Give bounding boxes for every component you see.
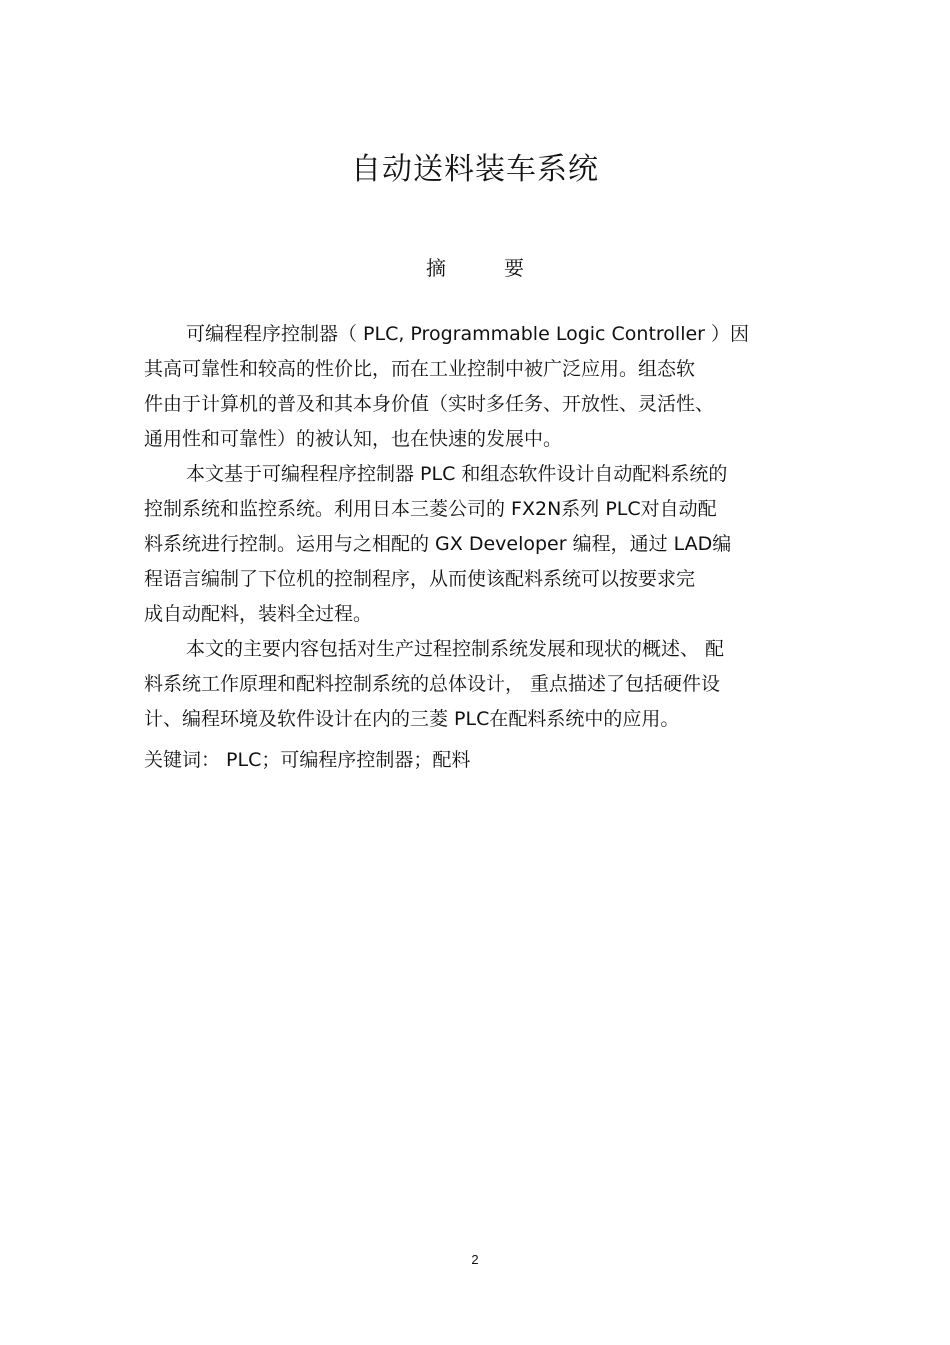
paragraph-2-line-5: 成自动配料，装料全过程。 [144, 603, 373, 625]
paragraph-3-line-1: 本文的主要内容包括对生产过程控制系统发展和现状的概述、 配 [186, 638, 725, 660]
paragraph-2-line-2: 控制系统和监控系统。利用日本三菱公司的 FX2N系列 PLC对自动配 [144, 498, 717, 520]
abstract-heading-char-1: 摘 [426, 256, 446, 280]
paragraph-3-line-3: 计、编程环境及软件设计在内的三菱 PLC在配料系统中的应用。 [144, 708, 680, 730]
paragraph-1-line-2: 其高可靠性和较高的性价比，而在工业控制中被广泛应用。组态软 [144, 358, 696, 380]
paragraph-2-line-4: 程语言编制了下位机的控制程序，从而使该配料系统可以按要求完 [144, 568, 696, 590]
keywords-line: 关键词： PLC；可编程序控制器；配料 [144, 749, 471, 771]
paragraph-2-line-3: 料系统进行控制。运用与之相配的 GX Developer 编程，通过 LAD编 [144, 533, 732, 555]
abstract-heading [0, 254, 950, 282]
paragraph-3-line-2: 料系统工作原理和配料控制系统的总体设计， 重点描述了包括硬件设 [144, 673, 721, 695]
paragraph-1-line-1: 可编程程序控制器（ PLC, Programmable Logic Controller ）因 [186, 323, 750, 345]
paragraph-1-line-3: 件由于计算机的普及和其本身价值（实时多任务、开放性、灵活性、 [144, 393, 715, 415]
paragraph-2-line-1: 本文基于可编程程序控制器 PLC 和组态软件设计自动配料系统的 [186, 463, 728, 485]
paragraph-1-line-4: 通用性和可靠性）的被认知，也在快速的发展中。 [144, 428, 563, 450]
document-title: 自动送料装车系统 [351, 152, 599, 187]
page-number: 2 [471, 1252, 479, 1267]
abstract-heading-char-2: 要 [504, 256, 524, 280]
